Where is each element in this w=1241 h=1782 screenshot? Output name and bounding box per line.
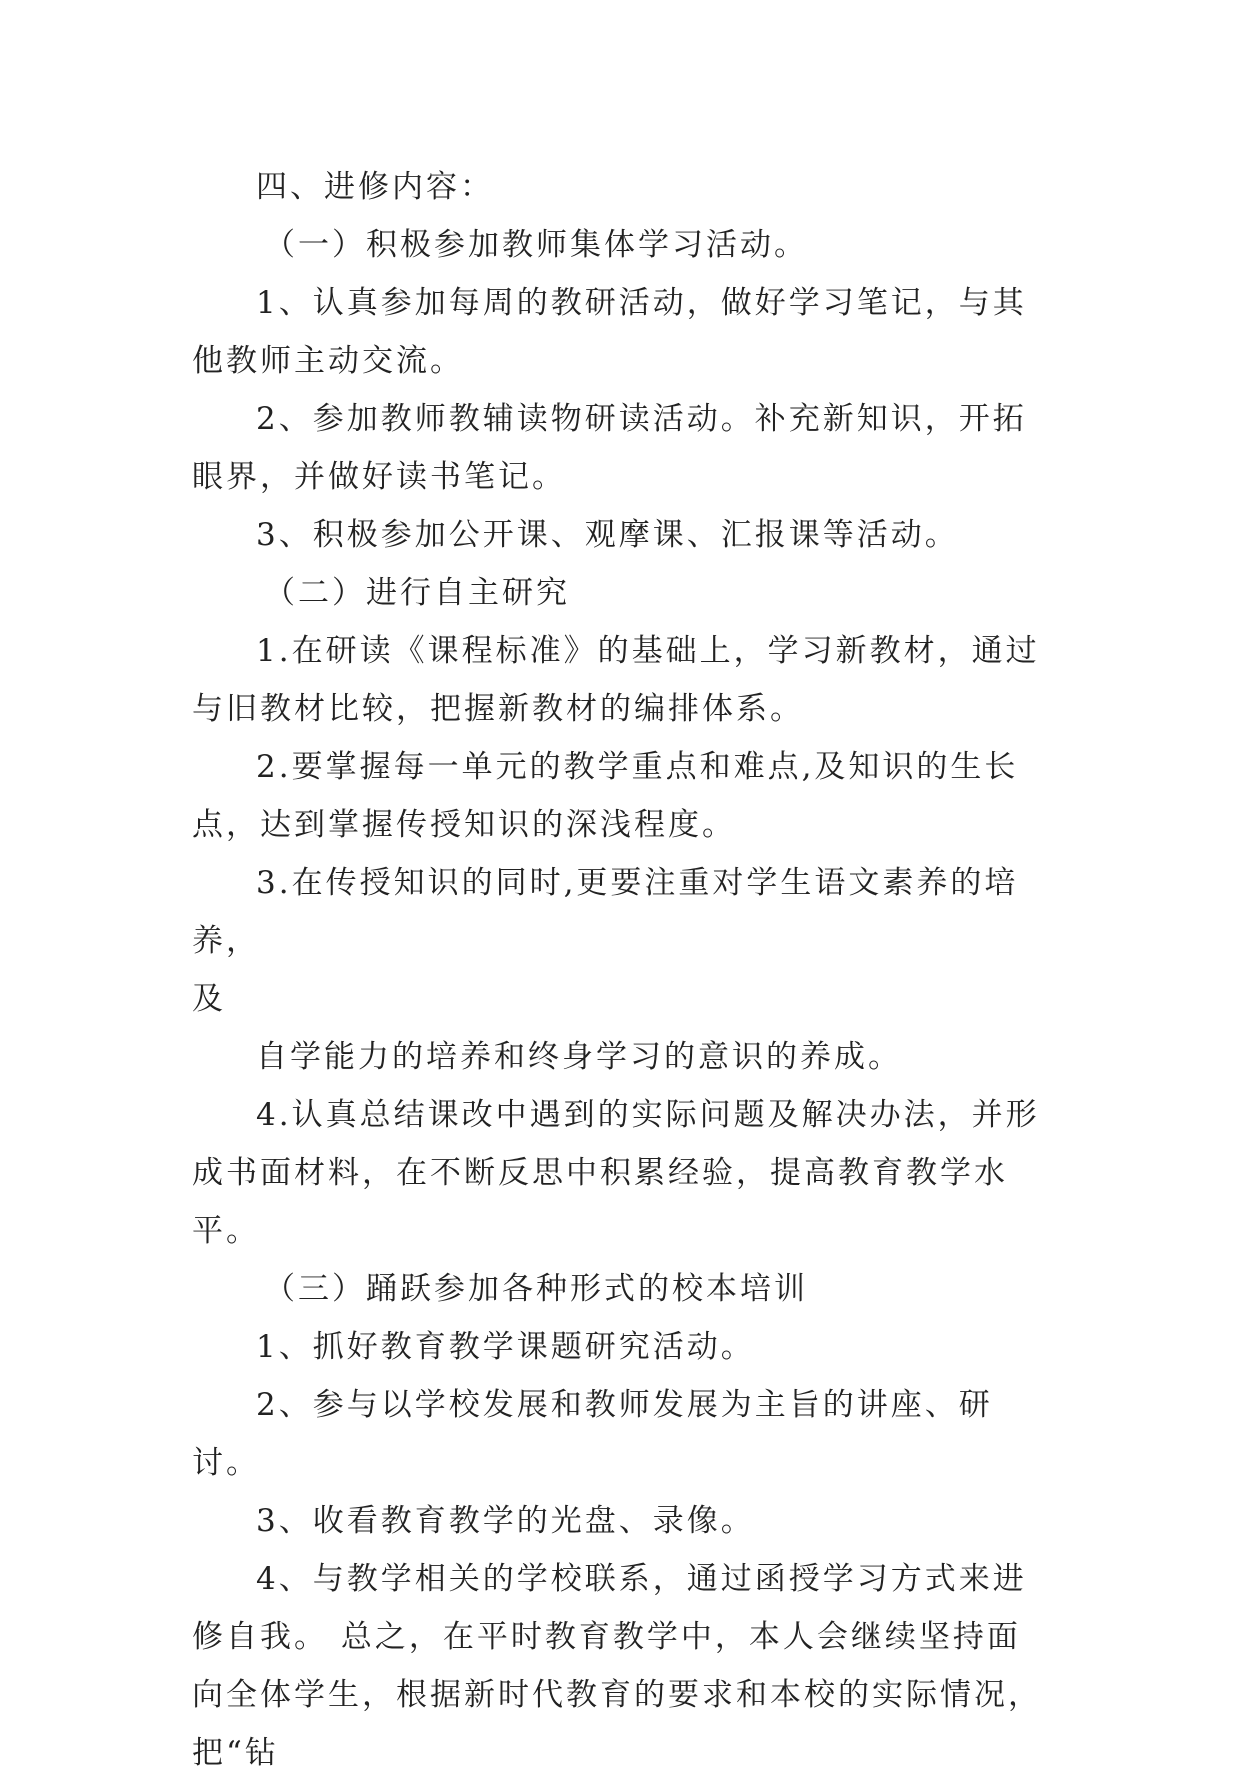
paragraph-item: 2.要掌握每一单元的教学重点和难点,及知识的生长点，达到掌握传授知识的深浅程度。 — [192, 749, 1019, 843]
paragraph-item: 4、与教学相关的学校联系，通过函授学习方式来进修自我。 总之，在平时教育教学中，本人会继续坚持面向全体学生，根据新时代教育的要求和本校的实际情况，把“钻 — [192, 1561, 1042, 1771]
paragraph-item: 3.在传授知识的同时,更要注重对学生语文素养的培养， — [192, 865, 1019, 959]
paragraph-item: 3、收看教育教学的光盘、录像。 — [256, 1503, 755, 1539]
subsection-heading-3: （三）踊跃参加各种形式的校本培训 — [264, 1271, 808, 1307]
paragraph-continuation: 自学能力的培养和终身学习的意识的养成。 — [256, 1039, 902, 1075]
document-body — [192, 158, 1050, 1782]
paragraph-item: 3、积极参加公开课、观摩课、汇报课等活动。 — [256, 517, 959, 553]
paragraph-item: 1.在研读《课程标准》的基础上，学习新教材，通过与旧教材比较，把握新教材的编排体系。 — [192, 633, 1040, 727]
paragraph-item: 4.认真总结课改中遇到的实际问题及解决办法，并形成书面材料，在不断反思中积累经验，提高教育教学水平。 — [192, 1097, 1040, 1249]
paragraph-item: 1、认真参加每周的教研活动，做好学习笔记，与其他教师主动交流。 — [192, 285, 1027, 379]
paragraph-fragment: 及 — [192, 981, 226, 1017]
paragraph-item: 2、参与以学校发展和教师发展为主旨的讲座、研讨。 — [192, 1387, 993, 1481]
paragraph-item: 2、参加教师教辅读物研读活动。补充新知识，开拓眼界，并做好读书笔记。 — [192, 401, 1027, 495]
section-heading-4: 四、进修内容： — [256, 169, 494, 205]
paragraph-item: 1、抓好教育教学课题研究活动。 — [256, 1329, 755, 1365]
subsection-heading-1: （一）积极参加教师集体学习活动。 — [264, 227, 808, 263]
subsection-heading-2: （二）进行自主研究 — [264, 575, 570, 611]
